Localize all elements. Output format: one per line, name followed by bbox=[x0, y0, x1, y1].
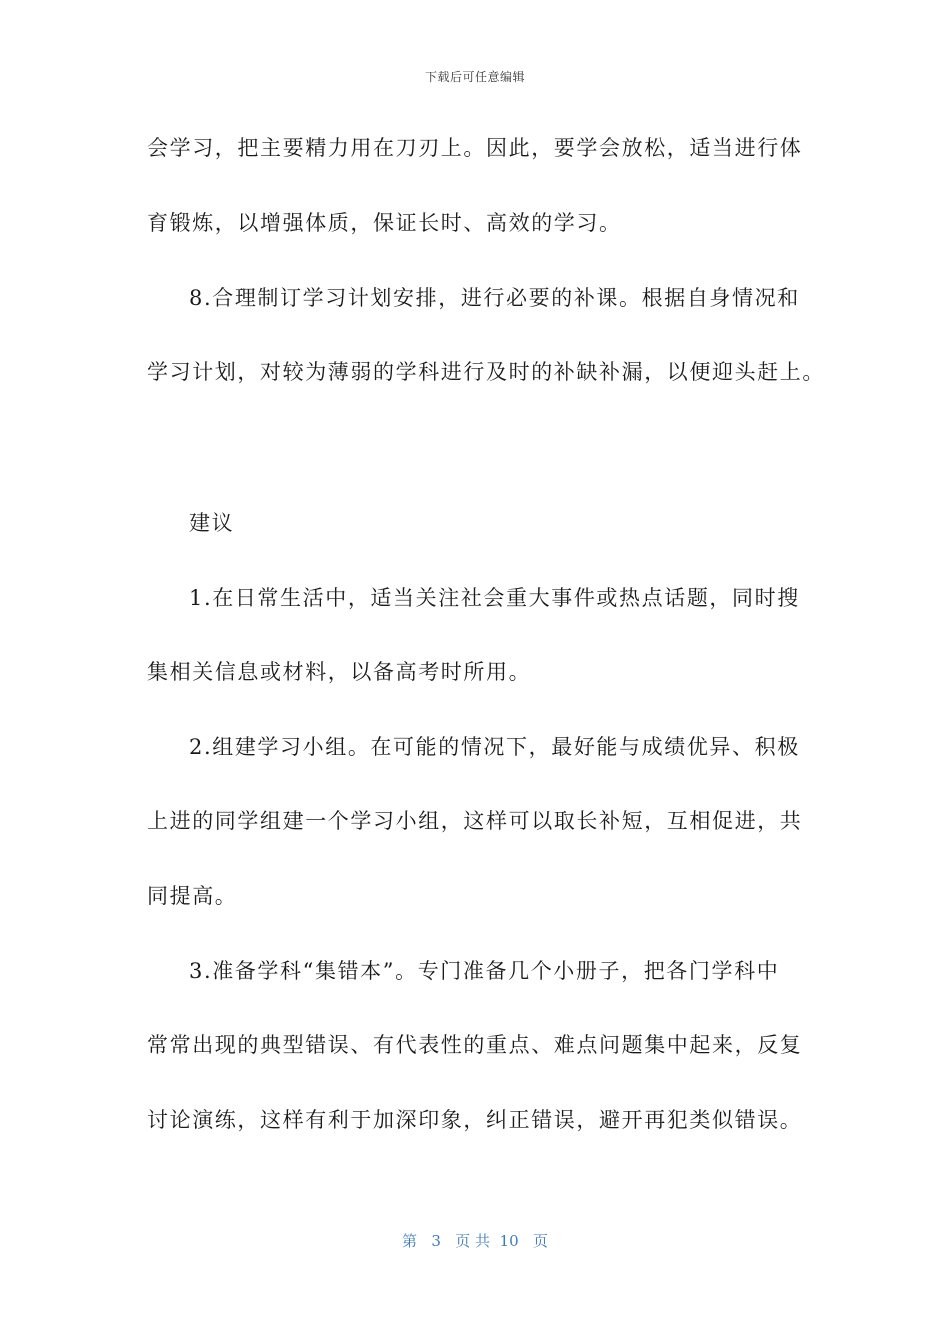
page-total: 10 bbox=[499, 1232, 519, 1250]
body-line: 上进的同学组建一个学习小组，这样可以取长补短，互相促进，共 bbox=[147, 809, 803, 833]
body-line: 2.组建学习小组。在可能的情况下，最好能与成绩优异、积极 bbox=[189, 735, 800, 759]
body-line: 8.合理制订学习计划安排，进行必要的补课。根据自身情况和 bbox=[189, 286, 800, 310]
page-suffix: 页 bbox=[532, 1232, 548, 1250]
page-number-footer bbox=[0, 1230, 950, 1251]
page-current: 3 bbox=[431, 1232, 441, 1250]
body-line: 会学习，把主要精力用在刀刃上。因此，要学会放松，适当进行体 bbox=[147, 136, 803, 160]
page-prefix: 第 bbox=[402, 1232, 418, 1250]
body-line: 育锻炼，以增强体质，保证长时、高效的学习。 bbox=[147, 211, 622, 235]
body-line: 讨论演练，这样有利于加深印象，纠正错误，避开再犯类似错误。 bbox=[147, 1108, 803, 1132]
section-heading: 建议 bbox=[189, 511, 235, 535]
header-note: 下载后可任意编辑 bbox=[424, 70, 525, 84]
body-line: 常常出现的典型错误、有代表性的重点、难点问题集中起来，反复 bbox=[147, 1033, 803, 1057]
body-line: 3.准备学科“集错本”。专门准备几个小册子，把各门学科中 bbox=[189, 959, 780, 983]
body-line: 1.在日常生活中，适当关注社会重大事件或热点话题，同时搜 bbox=[189, 586, 800, 610]
page-middle: 页 共 bbox=[455, 1232, 490, 1250]
body-line: 学习计划，对较为薄弱的学科进行及时的补缺补漏，以便迎头赶上。 bbox=[147, 360, 825, 384]
body-line: 集相关信息或材料，以备高考时所用。 bbox=[147, 660, 532, 684]
body-line: 同提高。 bbox=[147, 884, 238, 908]
